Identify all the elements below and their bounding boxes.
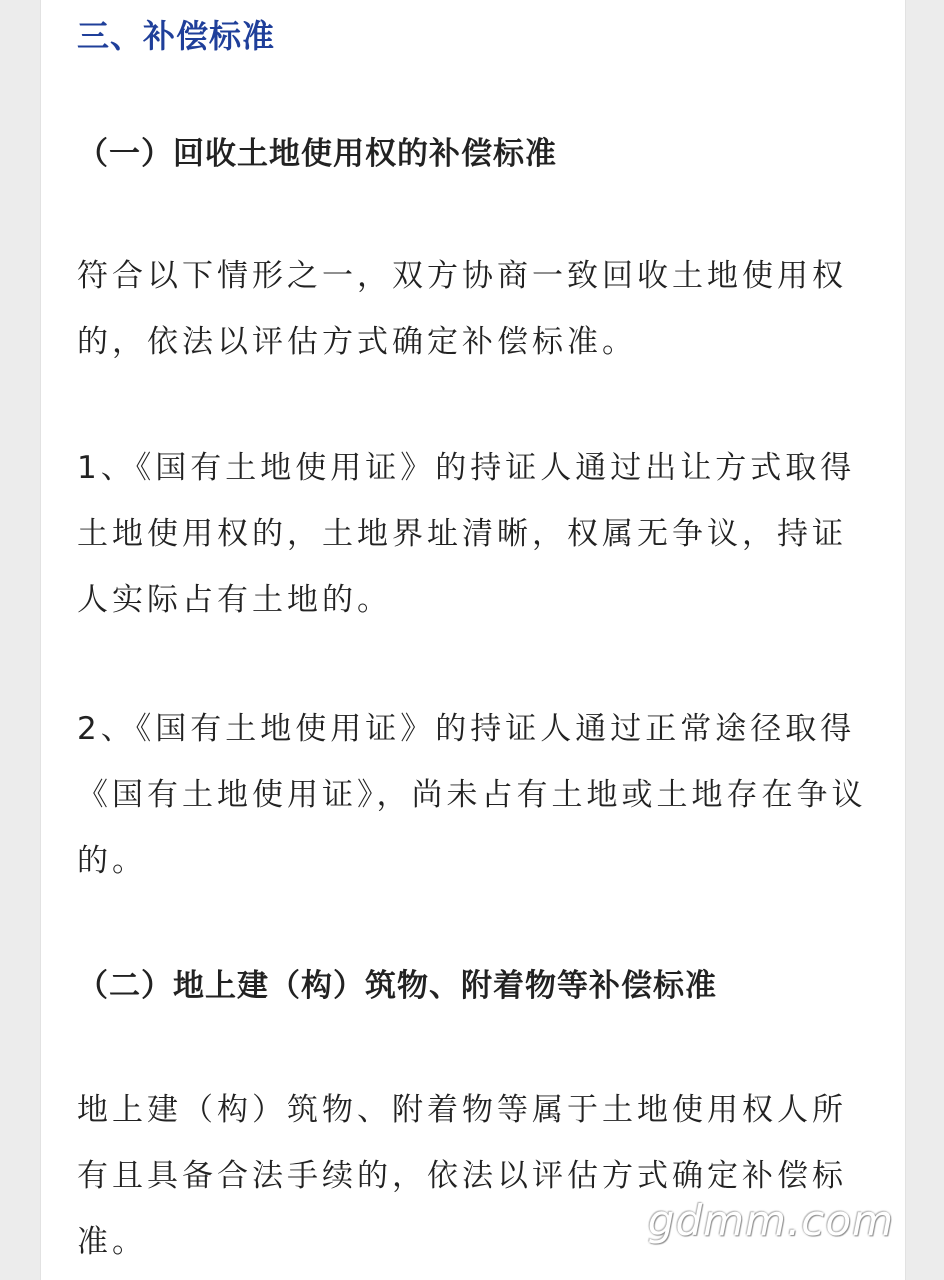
subsection-2-title: （二）地上建（构）筑物、附着物等补偿标准: [77, 968, 717, 1004]
subsection-1-title: （一）回收土地使用权的补偿标准: [77, 136, 557, 172]
article-page: [40, 0, 906, 1280]
subsection-2-body: 地上建（构）筑物、附着物等属于土地使用权人所有且具备合法手续的，依法以评估方式确定补偿标准。: [77, 1092, 847, 1260]
subsection-1-item-1: 1、《国有土地使用证》的持证人通过出让方式取得土地使用权的，土地界址清晰，权属无争议，持证人实际占有土地的。: [77, 450, 856, 618]
watermark-logo: gdmm.com: [647, 1196, 894, 1245]
section-title: 三、补偿标准: [77, 17, 276, 55]
subsection-1-intro: 符合以下情形之一，双方协商一致回收土地使用权的，依法以评估方式确定补偿标准。: [77, 258, 847, 360]
subsection-1-item-2: 2、《国有土地使用证》的持证人通过正常途径取得《国有土地使用证》，尚未占有土地或土地存在争议的。: [77, 711, 867, 879]
